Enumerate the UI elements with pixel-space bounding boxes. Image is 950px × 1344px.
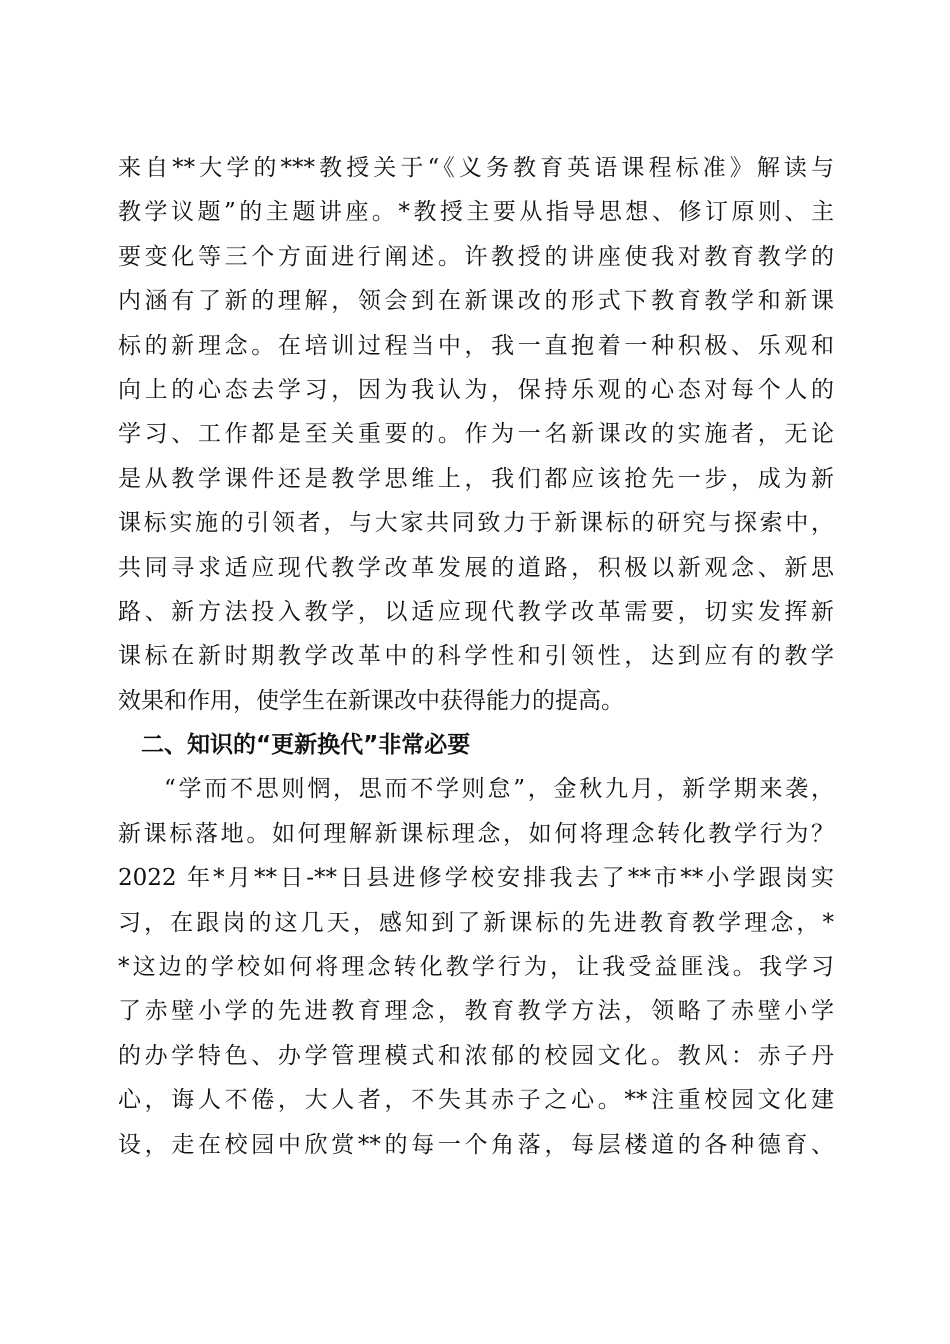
text-line: 内涵有了新的理解，领会到在新课改的形式下教育教学和新课 (118, 288, 834, 315)
text-line: 学习、工作都是至关重要的。作为一名新课改的实施者，无论 (118, 421, 834, 448)
text-line: 习，在跟岗的这几天，感知到了新课标的先进教育教学理念，* (118, 909, 834, 936)
paragraph-1 (118, 146, 834, 723)
section-heading-2: 二、知识的“更新换代”非常必要 (141, 732, 471, 759)
text-line: 路、新方法投入教学，以适应现代教学改革需要，切实发挥新 (118, 598, 834, 625)
text-line: 心，诲人不倦，大人者，不失其赤子之心。**注重校园文化建 (118, 1087, 834, 1114)
text-line: 2022 年*月**日-**日县进修学校安排我去了**市**小学跟岗实 (118, 865, 834, 892)
text-line: *这边的学校如何将理念转化教学行为，让我受益匪浅。我学习 (118, 954, 834, 981)
text-line: “学而不思则惘，思而不学则怠”，金秋九月，新学期来袭， (164, 776, 834, 803)
paragraph-2 (118, 767, 834, 1167)
text-line: 课标实施的引领者，与大家共同致力于新课标的研究与探索中， (118, 510, 834, 537)
text-line: 的办学特色、办学管理模式和浓郁的校园文化。教风：赤子丹 (118, 1042, 834, 1069)
text-line: 共同寻求适应现代教学改革发展的道路，积极以新观念、新思 (118, 554, 834, 581)
text-line: 向上的心态去学习，因为我认为，保持乐观的心态对每个人的 (118, 376, 834, 403)
text-line: 要变化等三个方面进行阐述。许教授的讲座使我对教育教学的 (118, 243, 834, 270)
text-line: 了赤壁小学的先进教育理念，教育教学方法，领略了赤壁小学 (118, 998, 834, 1025)
text-line: 来自**大学的***教授关于“《义务教育英语课程标准》解读与 (118, 155, 834, 181)
text-line: 效果和作用，使学生在新课改中获得能力的提高。 (118, 687, 624, 714)
text-line: 是从教学课件还是教学思维上，我们都应该抢先一步，成为新 (118, 465, 834, 492)
text-line: 设，走在校园中欣赏**的每一个角落，每层楼道的各种德育、 (118, 1131, 834, 1158)
text-line: 新课标落地。如何理解新课标理念，如何将理念转化教学行为？ (118, 820, 834, 847)
text-line: 课标在新时期教学改革中的科学性和引领性，达到应有的教学 (118, 643, 834, 670)
document-body (118, 146, 834, 1167)
text-line: 教学议题”的主题讲座。*教授主要从指导思想、修订原则、主 (118, 199, 834, 226)
text-line: 标的新理念。在培训过程当中，我一直抱着一种积极、乐观和 (118, 332, 834, 359)
